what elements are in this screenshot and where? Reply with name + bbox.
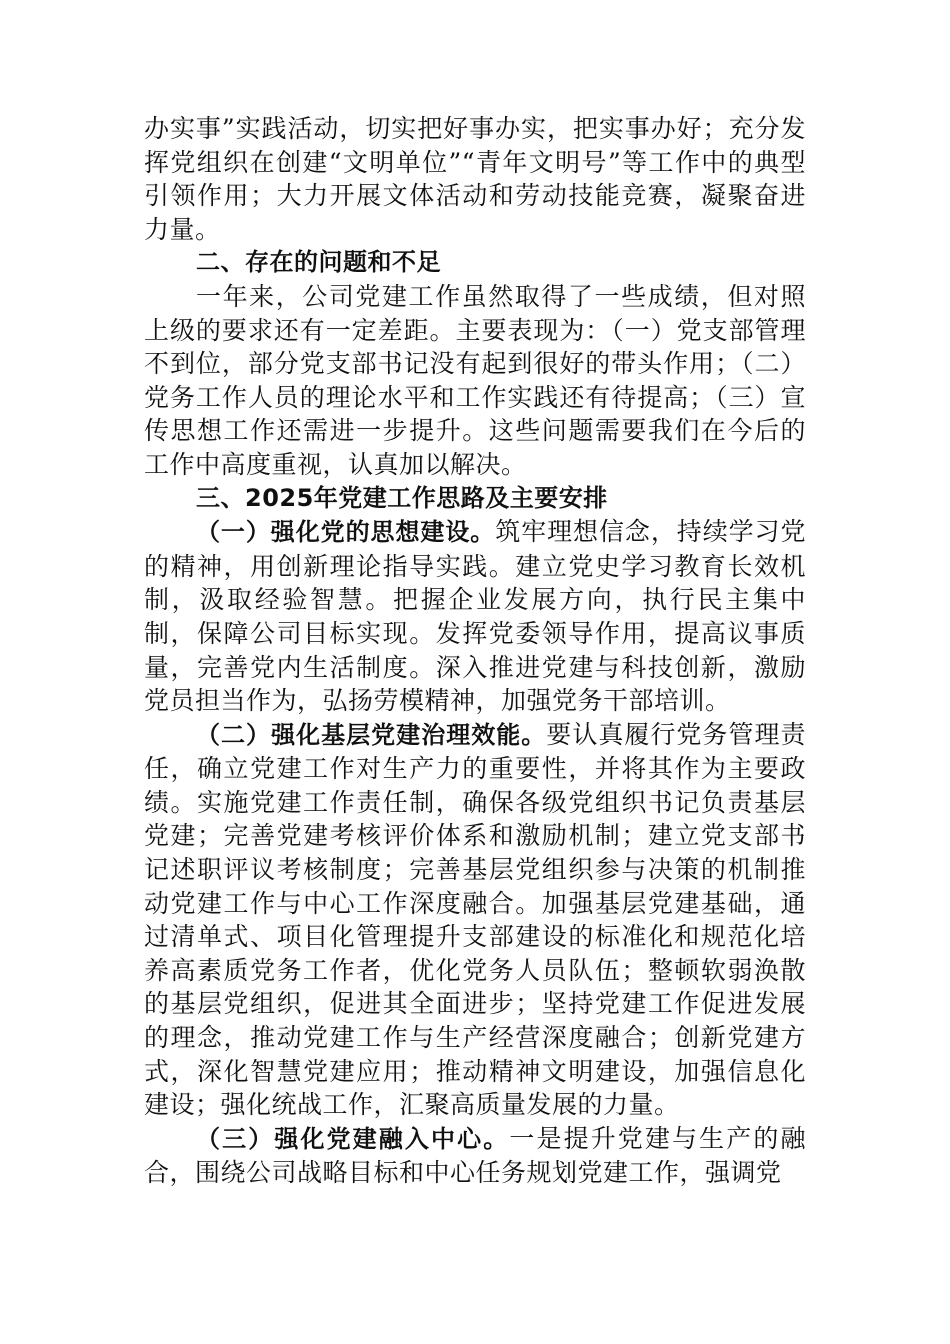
item-3-body: 一是提升党建与生产的融合，围绕公司战略目标和中心任务规划党建工作，强调党: [144, 1123, 806, 1188]
paragraph-item-3: [144, 1122, 806, 1190]
section-heading-problems: 二、存在的问题和不足: [196, 248, 441, 277]
item-2-lead: （二）强化基层党建治理效能。: [196, 720, 547, 749]
item-3-lead: （三）强化党建融入中心。: [196, 1124, 510, 1153]
paragraph-problems: 一年来，公司党建工作虽然取得了一些成绩，但对照上级的要求还有一定差距。主要表现为：（一）党支部管理不到位，部分党支部书记没有起到很好的带头作用；（二）党务工作人员的理论水平和工作实践还有待提高；（三）宣传思想工作还需进一步提升。这些问题需要我们在今后的工作中高度重视，认真加以解决。: [144, 281, 806, 479]
paragraph-item-1: [144, 515, 806, 718]
paragraph-continuation: 办实事”实践活动，切实把好事办实，把实事办好；充分发挥党组织在创建“文明单位”“青年文明号”等工作中的典型引领作用；大力开展文体活动和劳动技能竞赛，凝聚奋进力量。: [144, 114, 806, 244]
paragraph-item-2: [144, 718, 806, 1122]
item-1-body: 筑牢理想信念，持续学习党的精神，用创新理论指导实践。建立党史学习教育长效机制，汲取经验智慧。把握企业发展方向，执行民主集中制，保障公司目标实现。发挥党委领导作用，提高议事质量，完善党内生活制度。深入推进党建与科技创新，激励党员担当作为，弘扬劳模精神，加强党务干部培训。: [144, 517, 806, 716]
item-2-body: 要认真履行党务管理责任，确立党建工作对生产力的重要性，并将其作为主要政绩。实施党建工作责任制，确保各级党组织书记负责基层党建；完善党建考核评价体系和激励机制；建立党支部书记述职评议考核制度；完善基层党组织参与决策的机制推动党建工作与中心工作深度融合。加强基层党建基础，通过清单式、项目化管理提升支部建设的标准化和规范化培养高素质党务工作者，优化党务人员队伍；整顿软弱涣散的基层党组织，促进其全面进步；坚持党建工作促进发展的理念，推动党建工作与生产经营深度融合；创新党建方式，深化智慧党建应用；推动精神文明建设，加强信息化建设；强化统战工作，汇聚高质量发展的力量。: [144, 719, 806, 1120]
item-1-lead: （一）强化党的思想建设。: [196, 518, 496, 547]
document-body: [144, 112, 806, 1190]
section-heading-plan-2025: 三、2025年党建工作思路及主要安排: [196, 483, 608, 512]
